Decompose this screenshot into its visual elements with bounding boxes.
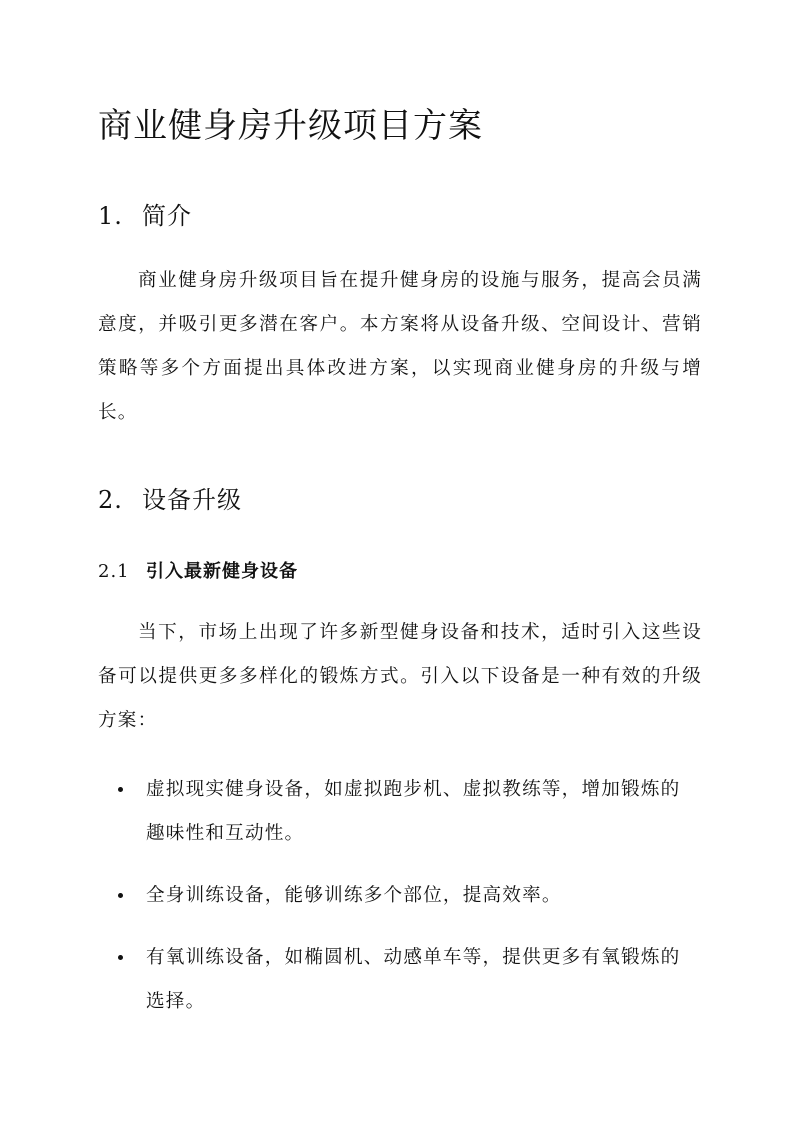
bullet-dot-icon bbox=[118, 787, 123, 792]
section-title: 设备升级 bbox=[142, 486, 242, 514]
list-item-text: 全身训练设备，能够训练多个部位，提高效率。 bbox=[146, 885, 562, 906]
equipment-paragraph: 当下，市场上出现了许多新型健身设备和技术，适时引入这些设备可以提供更多多样化的锻炼方式。引入以下设备是一种有效的升级方案： bbox=[98, 622, 702, 731]
equipment-bullet-list bbox=[98, 768, 702, 1042]
list-item bbox=[98, 936, 694, 1024]
bullet-dot-icon bbox=[118, 955, 123, 960]
section-heading-equipment bbox=[98, 480, 242, 515]
bullet-dot-icon bbox=[118, 893, 123, 898]
list-item bbox=[98, 768, 694, 856]
subsection-heading bbox=[98, 557, 298, 583]
document-title: 商业健身房升级项目方案 bbox=[98, 106, 483, 146]
list-item-text: 有氧训练设备，如椭圆机、动感单车等，提供更多有氧锻炼的选择。 bbox=[146, 947, 681, 1012]
section-number: 1. bbox=[98, 202, 123, 230]
intro-paragraph: 商业健身房升级项目旨在提升健身房的设施与服务，提高会员满意度，并吸引更多潜在客户。本方案将从设备升级、空间设计、营销策略等多个方面提出具体改进方案，以实现商业健身房的升级与增长。 bbox=[98, 270, 702, 423]
list-item bbox=[98, 874, 694, 918]
list-item-text: 虚拟现实健身设备，如虚拟跑步机、虚拟教练等，增加锻炼的趣味性和互动性。 bbox=[146, 779, 681, 844]
section-heading-intro bbox=[98, 196, 192, 231]
subsection-title: 引入最新健身设备 bbox=[146, 561, 298, 582]
section-number: 2. bbox=[98, 486, 123, 514]
subsection-number: 2.1 bbox=[98, 561, 130, 582]
section-title: 简介 bbox=[142, 202, 192, 230]
